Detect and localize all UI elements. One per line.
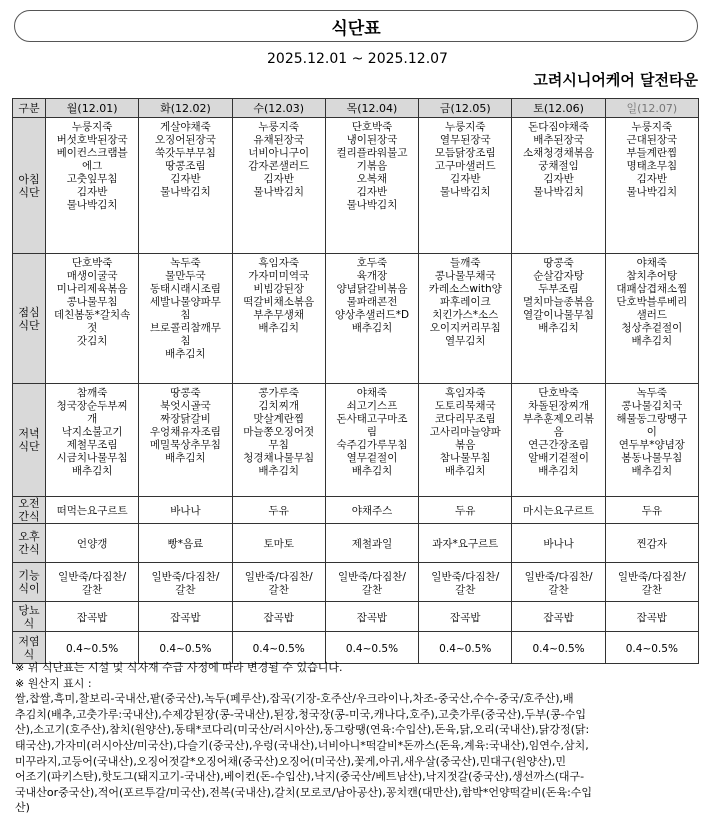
menu-item: 빵*음료	[167, 538, 204, 550]
menu-item: 배추김치	[258, 465, 299, 477]
menu-item: 미나리제육볶음	[56, 283, 128, 295]
menu-cell	[512, 384, 605, 497]
menu-period: 2025.12.01 ~ 2025.12.07	[267, 51, 448, 67]
menu-item: 녹두죽	[170, 257, 201, 269]
menu-item: 누룽지죽	[71, 121, 113, 133]
menu-item: 호두죽	[356, 257, 388, 269]
dinner-row	[13, 384, 699, 497]
lunch-row	[13, 254, 699, 384]
menu-item: 과자*요구르트	[432, 538, 499, 550]
menu-item: 갈찬	[81, 583, 103, 596]
menu-item: 땅콩죽	[170, 387, 201, 399]
menu-item: 땅콩죽	[543, 257, 574, 269]
menu-cell	[46, 384, 139, 497]
menu-item: 컬리플라워불고	[336, 147, 408, 159]
menu-cell	[139, 118, 232, 254]
menu-cell	[512, 254, 605, 384]
menu-item: 유채된장국	[253, 134, 305, 146]
menu-item: 쑥갓두부무침	[154, 147, 216, 159]
menu-item: 찐감자	[636, 538, 668, 550]
menu-item: 가자미미역국	[248, 270, 310, 282]
menu-item: 명태초무침	[626, 160, 678, 172]
menu-item: 0.4~0.5%	[345, 642, 399, 655]
menu-item: 일반죽/다짐찬/	[524, 570, 593, 583]
menu-item: 토마토	[263, 538, 294, 550]
menu-item: 떠먹는요구르트	[56, 505, 128, 517]
menu-item: 흑임자죽	[444, 387, 486, 399]
corner-header: 구분	[13, 99, 46, 118]
menu-item: 콩나물무채국	[434, 270, 496, 282]
low-salt-row	[13, 632, 699, 664]
menu-item: 잡곡밥	[636, 611, 668, 624]
menu-item: 떡갈비채소볶음	[243, 296, 315, 308]
menu-cell	[605, 563, 698, 602]
menu-cell	[512, 118, 605, 254]
menu-item: 단호박죽	[71, 257, 113, 269]
menu-item: 세발나물양파무	[149, 296, 221, 308]
menu-cell	[419, 632, 512, 664]
day-header: 화(12.02)	[139, 99, 232, 118]
menu-item: 기볶음	[356, 160, 388, 172]
menu-cell	[325, 524, 418, 563]
menu-item: 치킨가스*소스	[432, 309, 499, 321]
menu-item: 너비아니구이	[248, 147, 310, 159]
menu-item: 일반죽/다짐찬/	[58, 570, 127, 583]
menu-item: 파후레이크	[439, 296, 491, 308]
menu-item: 누룽지죽	[631, 121, 673, 133]
menu-item: 바나나	[543, 538, 574, 550]
notes-section	[15, 660, 703, 816]
diabetic-diet-row	[13, 602, 699, 632]
menu-item: 잡곡밥	[76, 611, 108, 624]
menu-item: 배추김치	[165, 452, 206, 464]
menu-item: 바나나	[170, 505, 201, 517]
menu-item: 낙지소불고기	[61, 426, 123, 438]
menu-cell	[419, 497, 512, 524]
note-origin-line: 태국산),가자미(러시아산/미국산),다슬기(중국산),우렁(국내산),너비아니*떡갈비*돈까스(돈육,계육:국내산),임연수,삼치,	[15, 738, 589, 752]
menu-item: 물나박김치	[253, 186, 305, 198]
menu-item: 동태시래시조림	[149, 283, 221, 295]
menu-item: 0.4~0.5%	[66, 642, 119, 655]
row-label	[13, 254, 46, 384]
menu-item: 청국장순두부찌	[56, 400, 128, 412]
row-label-line: 식단	[18, 185, 40, 199]
menu-item: 야채죽	[356, 387, 388, 399]
menu-cell	[232, 632, 325, 664]
menu-item: 갈찬	[548, 583, 569, 596]
menu-item: 열갈이나물무침	[523, 309, 595, 321]
row-label-line: 오후	[18, 530, 40, 543]
row-label-line: 식	[23, 647, 35, 661]
menu-cell	[46, 118, 139, 254]
menu-item: 부추훈제오리볶	[523, 413, 595, 425]
menu-item: 0.4~0.5%	[532, 642, 585, 655]
menu-cell	[46, 632, 139, 664]
menu-cell	[605, 118, 698, 254]
menu-item: 물파래콘전	[346, 296, 398, 308]
menu-item: 제철무조림	[66, 439, 118, 451]
menu-item: 배추김치	[165, 348, 206, 360]
menu-item: 김치찌개	[258, 400, 299, 412]
row-label	[13, 524, 46, 563]
menu-item: 림	[366, 426, 378, 438]
menu-cell	[139, 524, 232, 563]
row-label	[13, 602, 46, 632]
menu-item: 콩나물김치국	[621, 400, 683, 412]
menu-item: 녹두죽	[636, 387, 668, 399]
menu-item: 갈찬	[641, 583, 662, 596]
menu-cell	[605, 384, 698, 497]
menu-cell	[419, 254, 512, 384]
row-label-line: 기능	[18, 569, 40, 582]
note-change: ※ 위 식단표는 시설 및 식자재 수급 사정에 따라 변경될 수 있습니다.	[15, 661, 343, 674]
menu-item: 0.4~0.5%	[625, 642, 678, 655]
row-label-line: 저녁	[18, 427, 40, 440]
menu-item: 열무겉절이	[346, 452, 398, 464]
menu-item: 부추무생채	[253, 309, 305, 321]
note-origin-line: 추김치(배추,고춧가루:국내산),수제강된장(콩-국내산),된장,청국장(콩-미국,캐나다,호주),고춧가루(중국산),두부(콩-수입	[15, 707, 587, 721]
menu-cell	[325, 632, 418, 664]
menu-item: 배추김치	[351, 465, 393, 477]
menu-cell	[46, 524, 139, 563]
menu-item: 침	[180, 335, 191, 347]
menu-item: 양상추샐러드*D	[334, 309, 410, 321]
menu-item: 무침	[268, 439, 289, 451]
menu-cell	[232, 602, 325, 632]
menu-cell	[46, 497, 139, 524]
menu-item: 시금치나물무침	[56, 452, 128, 464]
menu-item: 브로콜리참깨무	[149, 322, 221, 334]
menu-item: 알배기겉절이	[528, 452, 589, 464]
menu-cell	[139, 632, 232, 664]
menu-item: 매생이굴국	[66, 270, 118, 282]
menu-item: 버섯호박된장국	[56, 134, 128, 146]
menu-item: 냉이된장국	[346, 134, 398, 146]
menu-item: 열무김치	[444, 335, 486, 347]
menu-item: 배추김치	[444, 465, 486, 477]
row-label-line: 식단	[18, 318, 40, 332]
menu-item: 물나박김치	[346, 199, 398, 211]
menu-item: 도토리묵채국	[434, 400, 496, 412]
menu-item: 김자반	[636, 173, 668, 185]
menu-item: 북엇시골국	[160, 400, 211, 412]
menu-item: 잡곡밥	[450, 611, 481, 624]
menu-cell	[512, 497, 605, 524]
menu-cell	[419, 563, 512, 602]
row-label-line: 점심	[18, 305, 40, 319]
menu-cell	[605, 254, 698, 384]
note-origin-line: 산)	[15, 801, 30, 815]
menu-item: 김자반	[76, 186, 108, 198]
menu-item: 배추김치	[631, 465, 673, 477]
menu-cell	[139, 563, 232, 602]
menu-item: 데친봄동*갈치속	[54, 309, 131, 321]
menu-item: 0.4~0.5%	[159, 642, 212, 655]
menu-item: 모듬닭장조림	[434, 147, 496, 159]
menu-cell	[232, 563, 325, 602]
menu-item: 카레소스with양	[428, 283, 502, 295]
menu-item: 두부조림	[538, 283, 579, 295]
note-origin-title: ※ 원산지 표시 :	[15, 676, 92, 690]
menu-cell	[325, 602, 418, 632]
day-header: 월(12.01)	[46, 99, 139, 118]
menu-cell	[232, 524, 325, 563]
day-header: 수(12.03)	[232, 99, 325, 118]
row-label	[13, 497, 46, 524]
menu-cell	[419, 602, 512, 632]
note-origin-line: 미꾸라지,고등어(국내산),오징어젓갈*오징어채(중국산)오징어(미국산),꽃게,아귀,새우살(중국산),민대구(원양산),민	[15, 754, 567, 768]
menu-item: 해물동그랑땡구	[616, 413, 688, 425]
menu-item: 샐러드	[636, 309, 668, 321]
note-origin-line: 산),소고기(호주산),참치(원양산),동태*코다리(미국산/러시아산),동그랑땡(연육:수입산),돈육,닭,오리(국내산),닭강정(닭:	[15, 723, 590, 737]
menu-item: 배추된장국	[533, 134, 584, 146]
menu-item: 두유	[641, 505, 662, 517]
menu-item: 두유	[455, 505, 476, 517]
menu-item: 부들계란찜	[626, 147, 678, 159]
menu-item: 야채죽	[636, 257, 668, 269]
menu-item: 이	[646, 426, 657, 438]
day-header: 목(12.04)	[325, 99, 418, 118]
menu-item: 잡곡밥	[356, 611, 388, 624]
menu-item: 젓	[87, 322, 98, 334]
menu-item: 육개장	[356, 270, 388, 282]
menu-cell	[605, 602, 698, 632]
menu-cell	[325, 497, 418, 524]
menu-item: 궁채절임	[538, 160, 579, 172]
menu-item: 갓김치	[76, 335, 108, 347]
menu-cell	[512, 524, 605, 563]
row-label-line: 간식	[18, 510, 40, 523]
menu-item: 물나박김치	[626, 186, 678, 198]
row-label	[13, 632, 46, 664]
menu-item: 돈다짐야채죽	[528, 121, 589, 133]
menu-item: 오징어된장국	[154, 134, 216, 146]
menu-item: 흑임자죽	[258, 257, 299, 269]
menu-item: 단호박블루베리	[616, 296, 688, 308]
menu-item: 비빔강된장	[253, 283, 305, 295]
menu-cell	[232, 497, 325, 524]
menu-item: 오이지커리무침	[429, 322, 501, 334]
row-label-line: 오전	[18, 497, 40, 510]
menu-item: 숙주김가루무침	[336, 439, 408, 451]
menu-cell	[512, 563, 605, 602]
menu-item: 배추김치	[538, 465, 579, 477]
menu-cell	[325, 384, 418, 497]
menu-item: 물만두국	[165, 270, 206, 282]
menu-item: 잡곡밥	[170, 611, 201, 624]
menu-cell	[46, 254, 139, 384]
menu-item: 봄동나물무침	[621, 452, 683, 464]
menu-item: 물나박김치	[533, 186, 584, 198]
menu-item: 맛살계란찜	[253, 413, 305, 425]
menu-item: 0.4~0.5%	[252, 642, 305, 655]
page-title: 식단표	[14, 10, 698, 42]
menu-item: 소채청경채볶음	[523, 147, 595, 159]
menu-item: 게살야채죽	[160, 121, 211, 133]
menu-item: 청경채나물무침	[243, 452, 315, 464]
menu-item: 김자반	[356, 186, 388, 198]
menu-item: 잡곡밥	[543, 611, 574, 624]
menu-item: 감자콘샐러드	[248, 160, 310, 172]
menu-item: 근대된장국	[626, 134, 678, 146]
row-label	[13, 384, 46, 497]
table-header-row	[13, 99, 699, 118]
menu-item: 땅콩조림	[165, 160, 206, 172]
menu-item: 야채주스	[351, 505, 393, 517]
menu-item: 배추김치	[538, 322, 579, 334]
menu-cell	[325, 563, 418, 602]
menu-item: 볶음	[455, 439, 476, 451]
afternoon-snack-row	[13, 524, 699, 563]
menu-item: 갈찬	[175, 583, 196, 596]
menu-item: 대패삼겹채소찜	[616, 283, 688, 295]
row-label-line: 식이	[18, 582, 40, 595]
menu-item: 고사리마늘양파	[429, 426, 501, 438]
menu-item: 코다리무조림	[434, 413, 496, 425]
note-origin-line: 어조기(파키스탄),핫도그(돼지고기-국내산),베이컨(돈-수입산),낙지(중국산/베트남산),낙지젓갈(중국산),생선까스(대구-	[15, 770, 585, 784]
day-header: 토(12.06)	[512, 99, 605, 118]
menu-item: 일반죽/다짐찬/	[151, 570, 220, 583]
menu-item: 배추김치	[258, 322, 299, 334]
menu-item: 음	[553, 426, 564, 438]
menu-item: 콩나물무침	[66, 296, 118, 308]
menu-cell	[419, 524, 512, 563]
menu-cell	[139, 497, 232, 524]
menu-item: 일반죽/다짐찬/	[244, 570, 313, 583]
row-label	[13, 118, 46, 254]
row-label-line: 저염	[18, 634, 40, 648]
row-label	[13, 563, 46, 602]
menu-item: 제철과일	[351, 538, 393, 550]
menu-item: 참깨죽	[76, 387, 108, 399]
menu-cell	[232, 118, 325, 254]
menu-item: 김자반	[543, 173, 574, 185]
menu-item: 물나박김치	[66, 199, 118, 211]
menu-item: 참나물무침	[439, 452, 491, 464]
menu-item: 침	[180, 309, 191, 321]
menu-item: 잡곡밥	[263, 611, 294, 624]
menu-item: 누룽지죽	[258, 121, 299, 133]
menu-item: 양념닭갈비볶음	[336, 283, 408, 295]
menu-cell	[46, 563, 139, 602]
menu-item: 단호박죽	[351, 121, 393, 133]
menu-cell	[419, 384, 512, 497]
menu-item: 고춧잎무침	[66, 173, 118, 185]
menu-item: 물나박김치	[439, 186, 491, 198]
menu-item: 누룽지죽	[444, 121, 486, 133]
menu-item: 일반죽/다짐찬/	[338, 570, 406, 583]
row-label-line: 당뇨	[18, 603, 40, 617]
menu-item: 일반죽/다짐찬/	[431, 570, 500, 583]
menu-item: 에그	[81, 160, 103, 172]
menu-cell	[605, 497, 698, 524]
menu-item: 청상추겉절이	[621, 322, 683, 334]
breakfast-row	[13, 118, 699, 254]
menu-item: 베이컨스크램블	[56, 147, 128, 159]
menu-item: 우엉채유자조림	[149, 426, 221, 438]
menu-item: 들깨죽	[450, 257, 481, 269]
menu-cell	[325, 254, 418, 384]
menu-item: 갈찬	[268, 583, 289, 596]
menu-cell	[139, 602, 232, 632]
menu-item: 차돌된장찌개	[528, 400, 589, 412]
menu-item: 김자반	[450, 173, 481, 185]
menu-cell	[139, 254, 232, 384]
menu-cell	[139, 384, 232, 497]
day-header: 금(12.05)	[419, 99, 512, 118]
menu-item: 연근간장조림	[528, 439, 589, 451]
menu-item: 메밀묵상추무침	[149, 439, 221, 451]
menu-item: 오복채	[356, 173, 388, 185]
menu-item: 배추김치	[71, 465, 113, 477]
note-origin-line: 쌀,찹쌀,흑미,찰보리-국내산,팥(중국산),녹두(페루산),잡곡(기장-호주산/우크라이나,차조-중국산,수수-중국/호주산),배	[15, 692, 574, 706]
menu-item: 배추김치	[351, 322, 393, 334]
menu-cell	[605, 524, 698, 563]
row-label-line: 식	[23, 616, 35, 630]
menu-item: 열무된장국	[439, 134, 491, 146]
menu-cell	[325, 118, 418, 254]
menu-item: 0.4~0.5%	[439, 642, 492, 655]
menu-cell	[46, 602, 139, 632]
meal-plan-table	[12, 98, 699, 664]
menu-item: 쇠고기스프	[346, 400, 398, 412]
menu-item: 갈찬	[455, 583, 476, 596]
menu-cell	[605, 632, 698, 664]
menu-item: 갈찬	[361, 583, 383, 596]
menu-item: 돈사태고구마조	[336, 413, 408, 425]
menu-item: 김자반	[263, 173, 294, 185]
menu-item: 고구마샐러드	[434, 160, 496, 172]
facility-name: 고려시니어케어 달전타운	[533, 71, 698, 89]
menu-item: 두유	[268, 505, 289, 517]
row-label-line: 식단	[18, 440, 40, 453]
functional-diet-row	[13, 563, 699, 602]
menu-item: 물나박김치	[160, 186, 211, 198]
menu-item: 멸치마늘종볶음	[523, 296, 595, 308]
menu-item: 연두부*양념장	[618, 439, 685, 451]
morning-snack-row	[13, 497, 699, 524]
note-origin-line: 국내산or중국산),적어(포르투갈/미국산),전복(국내산),갈치(모로코/남아공산),꽁치캔(대만산),함박*언양떡갈비(돈육:수입	[15, 785, 593, 799]
menu-item: 일반죽/다짐찬/	[617, 570, 686, 583]
menu-item: 참치추어탕	[626, 270, 678, 282]
row-label-line: 간식	[18, 543, 40, 556]
day-header-sunday: 일(12.07)	[605, 99, 698, 118]
menu-cell	[232, 254, 325, 384]
menu-item: 김자반	[170, 173, 201, 185]
menu-item: 개	[87, 413, 98, 425]
menu-item: 콩가루죽	[258, 387, 299, 399]
menu-item: 언양갱	[76, 538, 108, 550]
menu-cell	[512, 632, 605, 664]
menu-item: 마늘쫑오징어젓	[243, 426, 315, 438]
menu-cell	[232, 384, 325, 497]
menu-item: 배추김치	[631, 335, 673, 347]
menu-item: 단호박죽	[538, 387, 579, 399]
menu-cell	[512, 602, 605, 632]
menu-cell	[419, 118, 512, 254]
menu-item: 짜장닭갈비	[160, 413, 211, 425]
menu-item: 마시는요구르트	[523, 505, 595, 517]
menu-item: 순살감자탕	[533, 270, 584, 282]
row-label-line: 아침	[18, 172, 40, 186]
